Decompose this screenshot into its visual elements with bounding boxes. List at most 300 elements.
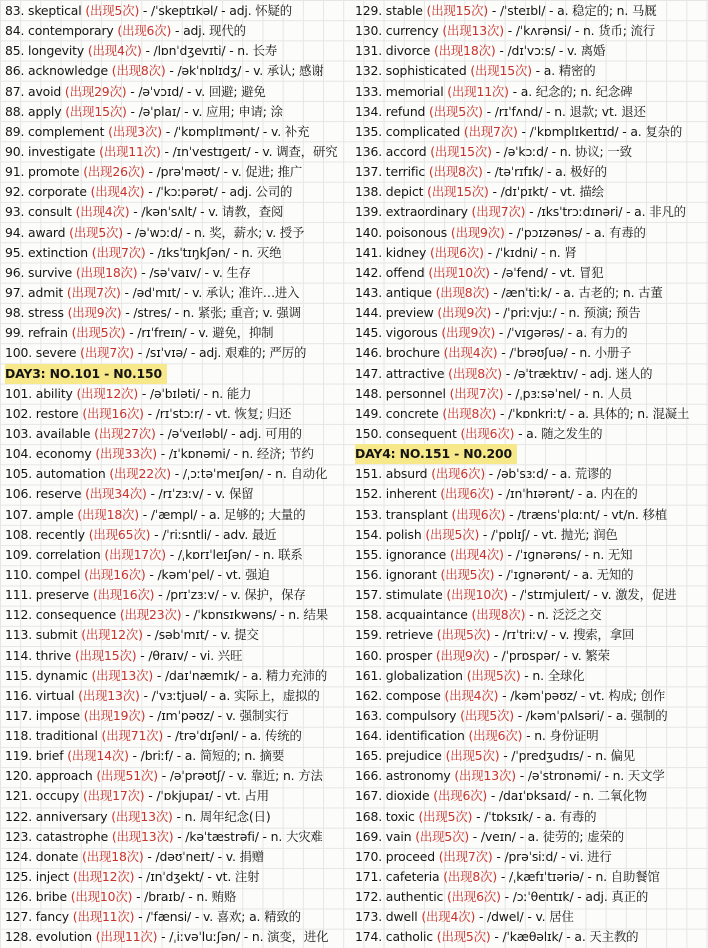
vocab-entry: [355, 605, 705, 625]
vocab-entry: [355, 867, 705, 887]
occurrence-count: (出现11次): [95, 929, 158, 945]
vocab-definition: - /daɪˈnæmɪk/ - a. 精力充沛的: [153, 667, 328, 683]
occurrence-count: (出现5次): [85, 3, 140, 18]
vocab-definition: - /dɪˈpɪkt/ - vt. 描绘: [488, 184, 604, 200]
vocab-entry: [355, 223, 705, 243]
occurrence-count: (出现5次): [440, 566, 495, 582]
vocab-entry: [5, 41, 353, 61]
vocab-word: 138. depict: [355, 184, 428, 200]
occurrence-count: (出现22次): [109, 466, 171, 482]
vocab-entry: [5, 686, 353, 706]
occurrence-count: (出现51次): [96, 768, 158, 784]
occurrence-count: (出现4次): [87, 43, 142, 59]
vocab-word: 108. recently: [5, 526, 89, 542]
vocab-word: 104. economy: [5, 446, 96, 462]
occurrence-count: (出现18次): [434, 43, 496, 59]
vocab-word: 132. sophisticated: [355, 63, 471, 79]
vocab-definition: - /kəmˈpʌlsəri/ - a. 强制的: [513, 707, 668, 723]
vocab-entry: [355, 545, 705, 565]
occurrence-count: (出现5次): [418, 808, 473, 824]
vocab-word: 169. vain: [355, 828, 416, 844]
occurrence-count: (出现12次): [72, 869, 135, 885]
vocab-definition: - /ˈstɪmjuleɪt/ - v. 激发，促进: [507, 587, 677, 603]
occurrence-count: (出现4次): [449, 546, 504, 562]
vocab-word: 107. ample: [5, 506, 78, 522]
occurrence-count: (出现16次): [92, 587, 155, 603]
vocab-definition: - /ˌɔːtəˈmeɪʃən/ - n. 自动化: [170, 466, 328, 482]
vocab-word: 116. virtual: [5, 687, 79, 703]
vocab-entry: [355, 887, 705, 907]
vocab-entry: [355, 484, 705, 504]
vocab-word: 164. identification: [355, 728, 469, 744]
vocab-definition: - /stres/ - n. 紧张; 重音; v. 强调: [121, 305, 301, 321]
vocab-definition: - /əkˈnɒlɪdʒ/ - v. 承认; 感谢: [165, 63, 324, 79]
vocab-word: 93. consult: [5, 204, 76, 220]
vocab-word: 129. stable: [355, 3, 427, 18]
vocab-word: 94. award: [5, 224, 70, 240]
vocab-word: 110. compel: [5, 566, 85, 582]
vocab-entry: [5, 102, 353, 122]
vocab-entry: [5, 223, 353, 243]
vocab-definition: - /ˈkɒnkriːt/ - a. 具体的; n. 混凝土: [496, 405, 690, 421]
vocab-entry: [355, 505, 705, 525]
vocab-definition: - /prəˈsiːd/ - vi. 进行: [492, 848, 612, 864]
vocab-entry: [355, 82, 705, 102]
vocab-word: 91. promote: [5, 164, 84, 180]
vocab-definition: - /trəˈdɪʃənl/ - a. 传统的: [163, 728, 302, 744]
vocab-entry: [5, 525, 353, 545]
vocab-word: 122. anniversary: [5, 808, 112, 824]
vocab-entry: [355, 464, 705, 484]
vocab-definition: - /ˈskeptɪkəl/ - adj. 怀疑的: [139, 3, 293, 18]
occurrence-count: (出现7次): [449, 385, 504, 401]
vocab-definition: - adj. 现代的: [171, 23, 246, 39]
occurrence-count: (出现26次): [83, 164, 145, 180]
vocab-entry: [5, 343, 353, 363]
vocab-word: 147. attractive: [355, 365, 449, 381]
occurrence-count: (出现7次): [66, 284, 121, 300]
vocab-word: 162. compose: [355, 687, 445, 703]
vocab-word: 154. polish: [355, 526, 426, 542]
vocab-definition: - /ˈsteɪbl/ - a. 稳定的; n. 马厩: [488, 3, 657, 18]
vocab-entry: [355, 243, 705, 263]
occurrence-count: (出现19次): [83, 707, 146, 723]
vocab-definition: - /ɪksˈtrɔːdɪnəri/ - a. 非凡的: [525, 204, 686, 220]
vocab-word: 102. restore: [5, 405, 83, 421]
vocab-definition: - /ˈkʌrənsi/ - n. 货币; 流行: [503, 23, 656, 39]
vocab-entry: [355, 807, 705, 827]
vocab-word: 133. memorial: [355, 83, 448, 99]
occurrence-count: (出现10次): [428, 264, 490, 280]
occurrence-count: (出现11次): [99, 143, 161, 159]
vocab-definition: - /kəmˈpəʊz/ - vt. 构成; 创作: [498, 687, 666, 703]
vocab-word: 142. offend: [355, 264, 429, 280]
vocab-definition: - /ˌiːvəˈluːʃən/ - n. 演变，进化: [157, 929, 329, 945]
vocab-entry: [355, 41, 705, 61]
vocab-word: 105. automation: [5, 466, 110, 482]
vocab-word: 126. bribe: [5, 889, 71, 905]
vocab-entry: [355, 766, 705, 786]
vocab-word: 163. compulsory: [355, 707, 461, 723]
vocab-definition: - /ɪksˈtɪŋkʃən/ - n. 灭绝: [145, 244, 282, 260]
vocab-entry: [5, 625, 353, 645]
vocab-definition: - /ˈkɪdni/ - n. 肾: [483, 244, 577, 260]
vocab-entry: [5, 464, 353, 484]
vocab-word: 106. reserve: [5, 486, 86, 502]
vocab-entry: [355, 21, 705, 41]
vocab-entry: [5, 303, 353, 323]
vocab-definition: - /ˈkɒnsɪkwəns/ - n. 结果: [181, 607, 328, 623]
vocab-word: 123. catastrophe: [5, 828, 112, 844]
vocab-entry: [5, 162, 353, 182]
vocab-entry: [355, 404, 705, 424]
vocab-definition: - /təˈrɪfɪk/ - a. 极好的: [482, 164, 607, 180]
vocab-definition: - /ɔːˈθentɪk/ - adj. 真正的: [500, 889, 649, 905]
occurrence-count: (出现13次): [78, 687, 140, 703]
vocab-entry: [355, 565, 705, 585]
occurrence-count: (出现15次): [430, 143, 492, 159]
occurrence-count: (出现71次): [101, 728, 164, 744]
vocab-word: 120. approach: [5, 768, 97, 784]
vocab-definition: - /rɪˈstɔːr/ - vt. 恢复; 归还: [143, 405, 292, 421]
vocab-definition: - /ˈɪɡnərəns/ - n. 无知: [503, 546, 633, 562]
vocab-definition: - /ˈpriːvjuː/ - n. 预演; 预告: [491, 305, 641, 321]
vocab-word: 99. refrain: [5, 325, 72, 341]
vocab-entry: [5, 827, 353, 847]
vocab-definition: - /ˈɒkjupaɪ/ - vt. 占用: [144, 788, 269, 804]
vocab-definition: - /ˈkɒmplɪkeɪtɪd/ - a. 复杂的: [517, 123, 683, 139]
vocab-entry: [355, 585, 705, 605]
day-header: [355, 444, 705, 464]
vocab-definition: - /ˌpɜːsəˈnel/ - n. 人员: [503, 385, 632, 401]
vocab-entry: [5, 82, 353, 102]
vocab-entry: [5, 646, 353, 666]
vocab-entry: [5, 424, 353, 444]
occurrence-count: (出现10次): [70, 889, 133, 905]
vocab-definition: - /ˈkæθəlɪk/ - a. 天主教的: [490, 929, 639, 945]
occurrence-count: (出现8次): [442, 405, 497, 421]
vocab-definition: - /əˈwɔːd/ - n. 奖，薪水; v. 授予: [122, 224, 305, 240]
occurrence-count: (出现5次): [460, 707, 514, 723]
vocab-entry: [355, 122, 705, 142]
vocab-word: 166. astronomy: [355, 768, 455, 784]
vocab-definition: - /rɪˈfreɪn/ - v. 避免，抑制: [125, 325, 274, 341]
occurrence-count: (出现13次): [111, 828, 174, 844]
vocab-entry: [355, 61, 705, 81]
occurrence-count: (出现9次): [450, 224, 505, 240]
occurrence-count: (出现6次): [433, 788, 488, 804]
vocab-entry: [355, 263, 705, 283]
vocab-definition: - /ˈriːsntli/ - adv. 最近: [150, 526, 277, 542]
vocab-word: 125. inject: [5, 869, 73, 885]
vocab-word: 151. absurd: [355, 466, 432, 482]
vocab-word: 121. occupy: [5, 788, 83, 804]
occurrence-count: (出现7次): [463, 123, 518, 139]
vocab-definition: - /ˈpredʒudɪs/ - n. 偏见: [499, 748, 636, 764]
vocab-entry: [355, 646, 705, 666]
vocab-entry: [5, 505, 353, 525]
vocab-entry: [355, 625, 705, 645]
vocab-definition: - /daɪˈɒksaɪd/ - n. 二氧化物: [487, 788, 647, 804]
vocab-column-right: [355, 1, 705, 948]
occurrence-count: (出现5次): [71, 325, 126, 341]
occurrence-count: (出现3次): [108, 123, 162, 139]
vocab-definition: - /səbˈmɪt/ - v. 提交: [142, 627, 259, 643]
vocab-entry: [355, 182, 705, 202]
occurrence-count: (出现8次): [443, 869, 498, 885]
vocab-word: 148. personnel: [355, 385, 450, 401]
occurrence-count: (出现8次): [428, 164, 483, 180]
occurrence-count: (出现6次): [440, 486, 495, 502]
vocab-entry: [5, 142, 353, 162]
vocab-word: 103. available: [5, 425, 95, 441]
vocab-entry: [5, 786, 353, 806]
vocab-definition: - n. 周年纪念(日): [172, 808, 271, 824]
vocab-word: 144. preview: [355, 305, 438, 321]
vocab-word: 113. submit: [5, 627, 82, 643]
vocab-word: 153. transplant: [355, 506, 452, 522]
day-label: DAY4: NO.151 - N0.200: [355, 444, 517, 464]
vocab-definition: - /ˈɪɡnərənt/ - a. 无知的: [494, 566, 634, 582]
vocab-definition: - n. 泛泛之交: [525, 607, 602, 623]
vocab-definition: - /rɪˈzɜːv/ - v. 保留: [146, 486, 254, 502]
vocab-definition: - /ˈkɒmplɪmənt/ - v. 补充: [161, 123, 310, 139]
vocab-entry: [355, 786, 705, 806]
vocab-entry: [5, 243, 353, 263]
vocab-word: 96. survive: [5, 264, 76, 280]
occurrence-count: (出现6次): [117, 23, 172, 39]
vocab-entry: [5, 61, 353, 81]
vocab-column-left: [5, 1, 353, 948]
occurrence-count: (出现12次): [81, 627, 143, 643]
vocab-word: 170. proceed: [355, 848, 439, 864]
occurrence-count: (出现6次): [431, 466, 486, 482]
vocab-definition: - /əˈbɪləti/ - n. 能力: [138, 385, 252, 401]
vocab-entry: [355, 847, 705, 867]
vocab-word: 146. brochure: [355, 345, 444, 361]
vocab-definition: - /trænsˈplɑːnt/ - vt/n. 移植: [505, 506, 667, 522]
vocab-word: 167. dioxide: [355, 788, 434, 804]
occurrence-count: (出现7次): [91, 244, 146, 260]
vocab-entry: [355, 364, 705, 384]
occurrence-count: (出现12次): [76, 385, 139, 401]
vocab-word: 141. kidney: [355, 244, 430, 260]
day-label: DAY3: NO.101 - N0.150: [5, 364, 167, 384]
occurrence-count: (出现15次): [74, 647, 137, 663]
vocab-word: 85. longevity: [5, 43, 88, 59]
occurrence-count: (出现4次): [443, 345, 498, 361]
vocab-definition: - a. 随之发生的: [514, 425, 603, 441]
vocab-word: 158. acquaintance: [355, 607, 472, 623]
vocab-entry: [355, 202, 705, 222]
vocab-entry: [5, 323, 353, 343]
vocab-definition: - /dɪˈvɔːs/ - v. 离婚: [495, 43, 606, 59]
occurrence-count: (出现33次): [95, 446, 157, 462]
vocab-word: 115. dynamic: [5, 667, 92, 683]
vocab-word: 134. refund: [355, 103, 430, 119]
occurrence-count: (出现9次): [441, 325, 496, 341]
vocab-definition: - /ˈkɔːpərət/ - adj. 公司的: [144, 184, 293, 200]
vocab-definition: - /prɪˈzɜːv/ - v. 保护，保存: [154, 587, 306, 603]
vocab-definition: - /ˈtɒksɪk/ - a. 有毒的: [472, 808, 597, 824]
occurrence-count: (出现7次): [471, 204, 526, 220]
occurrence-count: (出现7次): [80, 345, 134, 361]
occurrence-count: (出现65次): [88, 526, 151, 542]
vocab-word: 109. correlation: [5, 546, 105, 562]
occurrence-count: (出现4次): [75, 204, 130, 220]
vocab-definition: - /əˈvɔɪd/ - v. 回避; 避免: [126, 83, 266, 99]
vocab-definition: - /ˌkæfɪˈtɪəriə/ - n. 自助餐馆: [497, 869, 660, 885]
vocab-word: 160. prosper: [355, 647, 436, 663]
occurrence-count: (出现15次): [427, 184, 489, 200]
vocab-definition: - /ˈæmpl/ - a. 足够的; 大量的: [138, 506, 306, 522]
vocab-definition: - /ɪˈkɒnəmi/ - n. 经济; 节约: [156, 446, 314, 462]
vocab-entry: [5, 263, 353, 283]
vocab-entry: [355, 827, 705, 847]
vocab-entry: [5, 907, 353, 927]
occurrence-count: (出现5次): [466, 667, 521, 683]
vocab-word: 165. prejudice: [355, 748, 446, 764]
vocab-entry: [355, 907, 705, 927]
vocab-entry: [5, 766, 353, 786]
vocab-definition: - /ˈvɪɡərəs/ - a. 有力的: [495, 325, 628, 341]
vocab-word: 92. corporate: [5, 184, 91, 200]
vocab-entry: [5, 565, 353, 585]
occurrence-count: (出现16次): [82, 405, 144, 421]
vocab-definition: - /əˈkɔːd/ - n. 协议; 一致: [491, 143, 632, 159]
vocab-entry: [355, 142, 705, 162]
vocab-definition: - /prəˈməʊt/ - v. 促进; 推广: [144, 164, 303, 180]
vocab-word: 86. acknowledge: [5, 63, 112, 79]
vocab-word: 140. poisonous: [355, 224, 451, 240]
vocab-definition: - /dwel/ - v. 居住: [475, 909, 574, 925]
vocab-entry: [5, 283, 353, 303]
vocab-definition: - /lɒnˈdʒevɪti/ - n. 长寿: [141, 43, 278, 59]
vocab-word: 168. toxic: [355, 808, 419, 824]
vocab-definition: - /ˌkɒrɪˈleɪʃən/ - n. 联系: [165, 546, 303, 562]
occurrence-count: (出现5次): [436, 627, 491, 643]
vocab-word: 118. traditional: [5, 728, 102, 744]
vocab-word: 174. catholic: [355, 929, 437, 945]
occurrence-count: (出现4次): [421, 909, 476, 925]
vocab-definition: - /kənˈsʌlt/ - v. 请教，查阅: [129, 204, 284, 220]
vocab-word: 128. evolution: [5, 929, 96, 945]
occurrence-count: (出现7次): [438, 848, 493, 864]
vocab-definition: - /ɪnˈvestɪɡeɪt/ - v. 调查，研究: [160, 143, 338, 159]
vocab-word: 90. investigate: [5, 143, 100, 159]
vocab-word: 156. ignorant: [355, 566, 441, 582]
occurrence-count: (出现10次): [446, 587, 508, 603]
vocab-word: 145. vigorous: [355, 325, 442, 341]
occurrence-count: (出现11次): [72, 909, 135, 925]
vocab-word: 95. extinction: [5, 244, 92, 260]
vocab-definition: - /ɪnˈdʒekt/ - vt. 注射: [134, 869, 260, 885]
occurrence-count: (出现6次): [460, 425, 515, 441]
occurrence-count: (出现18次): [82, 848, 144, 864]
vocab-entry: [355, 686, 705, 706]
occurrence-count: (出现6次): [451, 506, 506, 522]
vocab-definition: - /dəʊˈneɪt/ - v. 捐赠: [143, 848, 265, 864]
occurrence-count: (出现5次): [425, 526, 480, 542]
vocab-word: 159. retrieve: [355, 627, 437, 643]
vocab-entry: [355, 1, 705, 21]
occurrence-count: (出现8次): [448, 365, 502, 381]
vocab-entry: [5, 21, 353, 41]
vocab-definition: - n. 身份证明: [522, 728, 599, 744]
vocab-definition: - /ɪmˈpəʊz/ - v. 强制实行: [145, 707, 289, 723]
occurrence-count: (出现6次): [446, 889, 501, 905]
occurrence-count: (出现4次): [444, 687, 499, 703]
vocab-entry: [355, 283, 705, 303]
vocab-entry: [5, 182, 353, 202]
occurrence-count: (出现15次): [65, 103, 127, 119]
occurrence-count: (出现23次): [119, 607, 182, 623]
vocab-entry: [5, 404, 353, 424]
vocab-definition: - n. 全球化: [520, 667, 585, 683]
occurrence-count: (出现9次): [437, 305, 492, 321]
vocab-definition: - a. 精密的: [531, 63, 596, 79]
vocab-word: 157. stimulate: [355, 587, 447, 603]
vocab-word: 172. authentic: [355, 889, 447, 905]
vocab-entry: [5, 122, 353, 142]
occurrence-count: (出现17次): [82, 788, 145, 804]
vocab-entry: [5, 444, 353, 464]
occurrence-count: (出现8次): [435, 284, 490, 300]
vocab-word: 111. preserve: [5, 587, 93, 603]
occurrence-count: (出现6次): [468, 728, 523, 744]
vocab-word: 152. inherent: [355, 486, 441, 502]
vocab-entry: [355, 706, 705, 726]
occurrence-count: (出现14次): [67, 748, 129, 764]
vocab-word: 131. divorce: [355, 43, 434, 59]
occurrence-count: (出现34次): [85, 486, 147, 502]
vocab-word: 119. brief: [5, 748, 68, 764]
occurrence-count: (出现18次): [77, 506, 139, 522]
vocab-definition: - /əˈprəʊtʃ/ - v. 靠近; n. 方法: [157, 768, 323, 784]
vocab-entry: [5, 927, 353, 947]
vocab-definition: - /ænˈtiːk/ - a. 古老的; n. 古董: [489, 284, 663, 300]
vocab-entry: [355, 384, 705, 404]
vocab-word: 89. complement: [5, 123, 109, 139]
occurrence-count: (出现15次): [470, 63, 532, 79]
occurrence-count: (出现17次): [104, 546, 166, 562]
vocab-word: 84. contemporary: [5, 23, 118, 39]
vocab-word: 100. severe: [5, 345, 81, 361]
vocab-entry: [5, 867, 353, 887]
vocab-word: 83. skeptical: [5, 3, 86, 18]
vocab-definition: - /əˈstrɒnəmi/ - n. 天文学: [515, 768, 665, 784]
vocab-entry: [5, 847, 353, 867]
vocab-entry: [355, 726, 705, 746]
occurrence-count: (出现6次): [429, 244, 484, 260]
occurrence-count: (出现27次): [94, 425, 156, 441]
vocab-entry: [355, 424, 705, 444]
vocab-definition: - /əˈplaɪ/ - v. 应用; 申请; 涂: [126, 103, 283, 119]
vocab-word: 98. stress: [5, 305, 68, 321]
vocab-word: 143. antique: [355, 284, 436, 300]
vocab-word: 171. cafeteria: [355, 869, 444, 885]
vocab-entry: [355, 525, 705, 545]
vocab-word: 155. ignorance: [355, 546, 450, 562]
vocab-word: 150. consequent: [355, 425, 461, 441]
vocab-entry: [355, 343, 705, 363]
vocab-entry: [355, 102, 705, 122]
vocab-entry: [5, 706, 353, 726]
vocab-word: 112. consequence: [5, 607, 120, 623]
occurrence-count: (出现11次): [447, 83, 509, 99]
vocab-word: 101. ability: [5, 385, 77, 401]
vocab-entry: [5, 726, 353, 746]
